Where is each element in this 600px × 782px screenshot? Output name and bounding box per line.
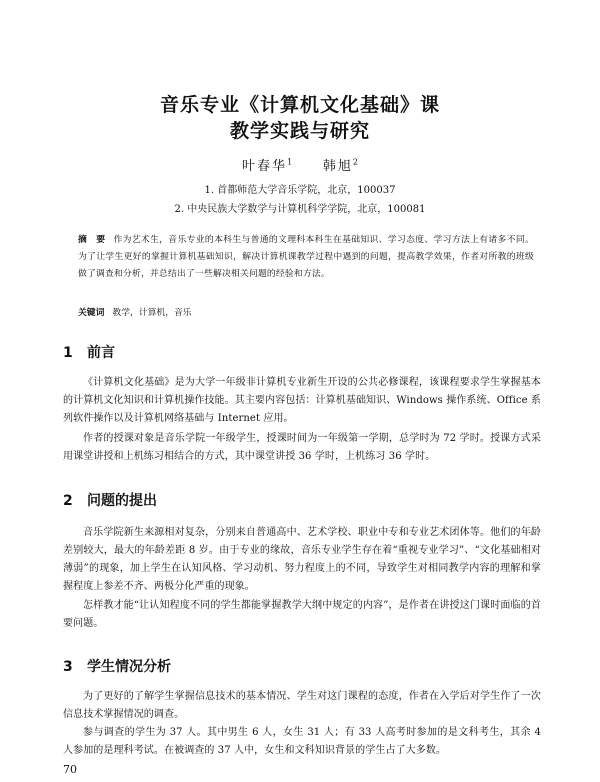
section-3-paragraph-2: 参与调查的学生为 37 人。其中男生 6 人，女生 31 人；有 33 人高考时参加的是文科考生，其余 4 人参加的是理科考试。在被调查的 37 人中，女生和文科知识背景的学生占了大多数。 xyxy=(63,727,541,756)
section-title-1: 前言 xyxy=(87,345,115,361)
abstract-text: 作为艺术生，音乐专业的本科生与普通的文理科本科生在基础知识、学习态度、学习方法上有诸多不同。为了让学生更好的掌握计算机基础知识，解决计算机课教学过程中遇到的问题，提高教学效果，作者对所教的班级做了调查和分析，并总结出了一些解决相关问题的经验和方法。 xyxy=(78,235,534,279)
author-1-affiliation-mark: 1 xyxy=(287,157,293,167)
page-number: 70 xyxy=(63,763,77,776)
abstract-label: 摘 要 xyxy=(78,235,106,245)
section-1-paragraph-1: 《计算机文化基础》是为大学一年级非计算机专业新生开设的公共必修课程，该课程要求学生掌握基本的计算机文化知识和计算机操作技能。其主要内容包括：计算机基础知识、Windows 操作系统、Office 系列软件操作以及计算机网络基础与 Internet 应用。 xyxy=(63,377,541,424)
section-2-paragraph-2: 怎样教才能“让认知程度不同的学生都能掌握教学大纲中规定的内容”，是作者在讲授这门课时面临的首要问题。 xyxy=(63,600,541,629)
keywords xyxy=(78,305,192,318)
affiliation-2: 2. 中央民族大学数学与计算机科学学院，北京，100081 xyxy=(174,204,426,215)
section-heading-1 xyxy=(63,342,115,362)
paper-title-line1: 音乐专业《计算机文化基础》课 xyxy=(159,94,440,116)
author-2: 韩旭 xyxy=(322,159,353,174)
section-heading-3 xyxy=(63,656,171,676)
affiliation-1: 1. 首都师范大学音乐学院，北京，100037 xyxy=(204,185,396,196)
section-title-2: 问题的提出 xyxy=(87,493,157,509)
keywords-label: 关键词 xyxy=(78,308,105,318)
section-3-paragraph-1: 为了更好的了解学生掌握信息技术的基本情况、学生对这门课程的态度，作者在入学后对学生作了一次信息技术掌握情况的调查。 xyxy=(63,691,541,720)
paper-title-line2: 教学实践与研究 xyxy=(229,120,370,142)
section-2-paragraph-1: 音乐学院新生来源相对复杂，分别来自普通高中、艺术学校、职业中专和专业艺术团体等。他们的年龄差别较大，最大的年龄差距 8 岁。由于专业的缘故，音乐专业学生存在着“重视专业学习”、“文化基础相对薄弱”的现象，加上学生在认知风格、学习动机、努力程度上的不同，导致学生对相同教学内容的理解和掌握程度上参差不齐、两极分化严重的现象。 xyxy=(63,527,541,592)
section-title-3: 学生情况分析 xyxy=(87,659,171,675)
section-number-2: 2 xyxy=(63,493,73,509)
section-heading-2 xyxy=(63,490,157,510)
section-number-3: 3 xyxy=(63,659,73,675)
abstract xyxy=(78,232,534,283)
keywords-text: 教学，计算机，音乐 xyxy=(112,308,192,318)
author-line xyxy=(0,155,600,174)
author-2-affiliation-mark: 2 xyxy=(352,157,358,167)
author-1: 叶春华 xyxy=(242,159,288,174)
section-1-paragraph-2: 作者的授课对象是音乐学院一年级学生，授课时间为一年级第一学期，总学时为 72 学时。授课方式采用课堂讲授和上机练习相结合的方式，其中课堂讲授 36 学时，上机练习 36 学时。 xyxy=(63,433,541,462)
section-number-1: 1 xyxy=(63,345,73,361)
